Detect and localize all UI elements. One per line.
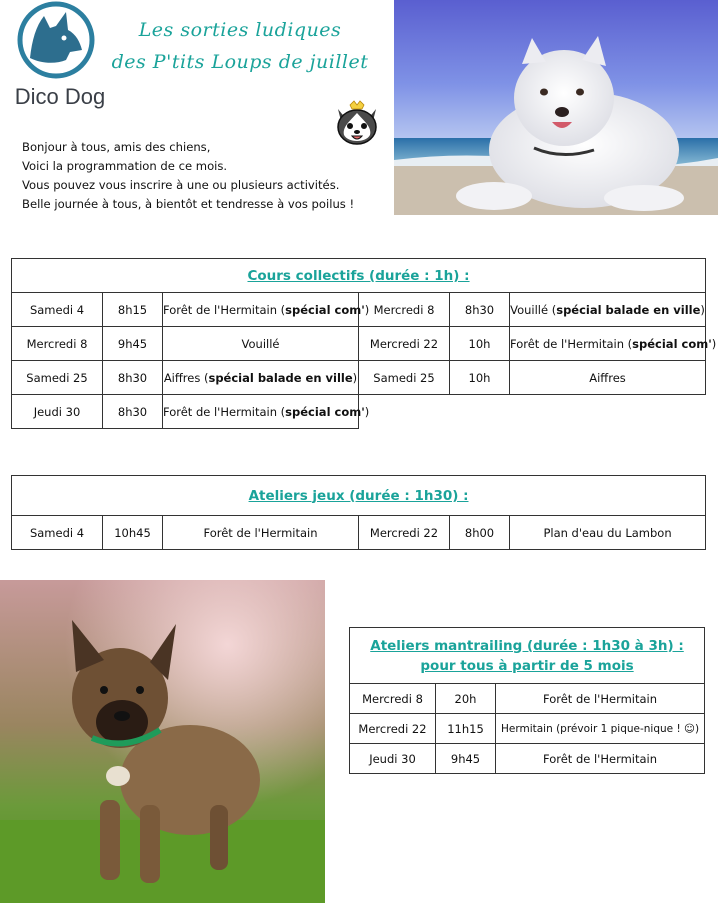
day-cell: Samedi 25 [12,361,103,395]
day-cell: Mercredi 22 [359,516,450,550]
place-cell: Hermitain (prévoir 1 pique-nique ! ☺) [496,714,705,744]
day-cell: Samedi 4 [12,516,103,550]
time-cell: 9h45 [436,744,496,774]
table-row [12,327,706,361]
table-row [12,361,706,395]
cours-collectifs-heading: Cours collectifs (durée : 1h) : [12,259,706,293]
table-row [12,395,706,429]
day-cell: Samedi 25 [359,361,450,395]
place-cell: Aiffres [510,361,706,395]
day-cell: Samedi 4 [12,293,103,327]
mantrailing-heading [350,628,705,684]
empty-cell [510,395,706,429]
mantrailing-heading-line-1: Ateliers mantrailing (durée : 1h30 à 3h) : [370,637,684,654]
place-cell: Forêt de l'Hermitain [496,744,705,774]
title-line-1: Les sorties ludiques [138,19,342,41]
time-cell: 8h15 [103,293,163,327]
place-cell: Vouillé (spécial balade en ville) [510,293,706,327]
time-cell: 8h30 [103,395,163,429]
place-cell: Forêt de l'Hermitain (spécial com') [163,395,359,429]
logo [12,0,104,110]
intro-line-4: Belle journée à tous, à bientôt et tendresse à vos poilus ! [22,197,355,211]
white-puppy-beach-photo [394,0,718,215]
empty-cell [359,395,450,429]
intro-line-2: Voici la programmation de ce mois. [22,159,228,173]
day-cell: Mercredi 22 [350,714,436,744]
place-cell: Aiffres (spécial balade en ville) [163,361,359,395]
table-row [350,714,705,744]
intro-line-1: Bonjour à tous, amis des chiens, [22,140,211,154]
time-cell: 10h [450,327,510,361]
logo-text: Dico Dog [14,84,106,109]
table-row [12,516,706,550]
time-cell: 8h30 [103,361,163,395]
ateliers-jeux-table [11,475,706,550]
place-cell: Forêt de l'Hermitain [496,684,705,714]
intro-text [22,138,362,214]
day-cell: Mercredi 8 [12,327,103,361]
mantrailing-heading-line-2: pour tous à partir de 5 mois [420,657,634,674]
day-cell: Jeudi 30 [350,744,436,774]
place-cell: Plan d'eau du Lambon [510,516,706,550]
place-cell: Forêt de l'Hermitain [163,516,359,550]
time-cell: 10h [450,361,510,395]
place-cell: Forêt de l'Hermitain (spécial com') [510,327,706,361]
place-cell: Vouillé [163,327,359,361]
time-cell: 8h00 [450,516,510,550]
table-row [350,744,705,774]
empty-cell [450,395,510,429]
table-row [12,293,706,327]
ateliers-mantrailing-table [349,627,705,774]
intro-line-3: Vous pouvez vous inscrire à une ou plusieurs activités. [22,178,340,192]
dog-head-icon [16,0,96,80]
time-cell: 9h45 [103,327,163,361]
brown-puppy-grass-photo [0,580,325,903]
time-cell: 11h15 [436,714,496,744]
time-cell: 20h [436,684,496,714]
cours-collectifs-table [11,258,717,429]
day-cell: Mercredi 8 [359,293,450,327]
day-cell: Jeudi 30 [12,395,103,429]
title-line-2: des P'tits Loups de juillet [111,51,369,73]
page-title [110,14,370,78]
ateliers-jeux-heading: Ateliers jeux (durée : 1h30) : [12,476,706,516]
table-row [350,684,705,714]
time-cell: 10h45 [103,516,163,550]
time-cell: 8h30 [450,293,510,327]
place-cell: Forêt de l'Hermitain (spécial com') [163,293,359,327]
day-cell: Mercredi 22 [359,327,450,361]
day-cell: Mercredi 8 [350,684,436,714]
